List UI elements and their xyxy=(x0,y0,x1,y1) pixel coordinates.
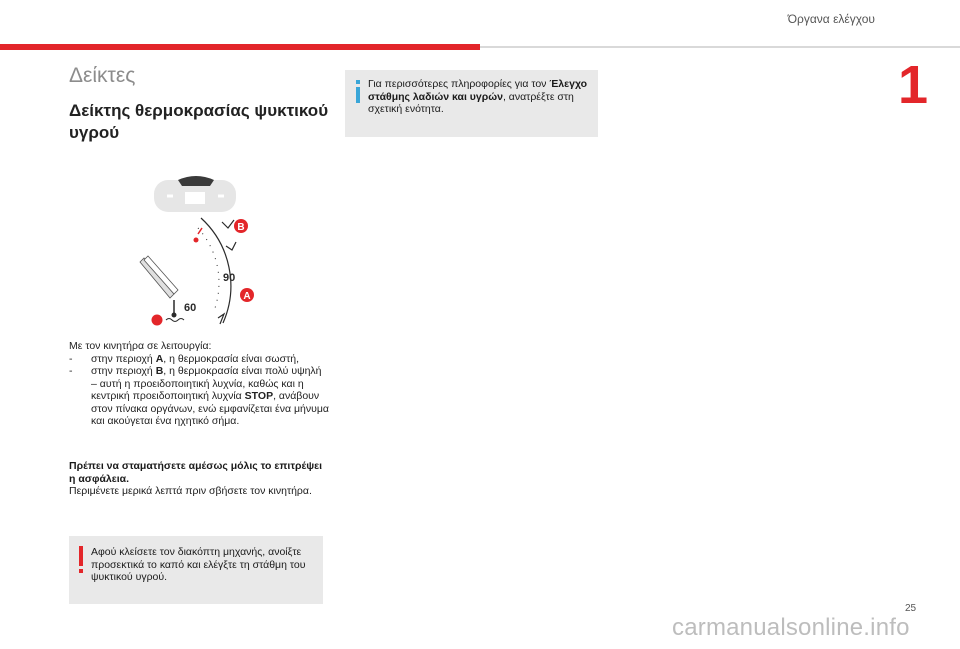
list-item: - στην περιοχή B, η θερμοκρασία είναι πολύ υψηλή – αυτή η προειδοποιητική λυχνία, καθώς και η κεντρική προειδοποιητική λυχνία STOP, ανάβουν στον πίνακα οργάνων, ενώ εμφανίζεται ένα μήνυμα και ακούγεται ένα ηχητικό σήμα. xyxy=(69,365,329,427)
gauge-arc xyxy=(201,218,231,323)
info-icon xyxy=(356,80,360,84)
info-box xyxy=(345,70,598,137)
gauge-illustration xyxy=(130,168,270,338)
coolant-temperature-icon xyxy=(166,300,184,322)
red-zone-dot xyxy=(194,238,199,243)
zone-b-start-arrow xyxy=(222,220,234,228)
zone-b-end-arrow xyxy=(226,242,236,250)
body-text xyxy=(69,340,331,428)
chapter-title: Όργανα ελέγχου xyxy=(787,12,875,26)
intro-line: Με τον κινητήρα σε λειτουργία: xyxy=(69,340,212,352)
gauge-needle xyxy=(140,256,178,298)
section-title: Δείκτες xyxy=(69,64,136,87)
page-number: 25 xyxy=(905,603,917,614)
label-a: A xyxy=(243,291,251,302)
alert-box xyxy=(69,536,323,604)
red-zone-mark xyxy=(198,228,202,234)
list-item: - στην περιοχή A, η θερμοκρασία είναι σωστή, xyxy=(69,352,300,365)
info-text: Για περισσότερες πληροφορίες για τον Έλεγχο στάθμης λαδιών και υγρών, ανατρέξτε στη σχετική ενότητα. xyxy=(368,78,588,115)
safety-warning: Πρέπει να σταματήσετε αμέσως μόλις το επιτρέψει η ασφάλεια. Περιμένετε μερικά λεπτά πριν σβήσετε τον κινητήρα. xyxy=(69,460,323,497)
label-b: B xyxy=(237,222,245,233)
gauge-ticks xyxy=(198,228,219,308)
coolant-gauge-figure xyxy=(130,168,270,338)
top-accent-bar xyxy=(0,44,480,50)
exclamation-icon xyxy=(79,546,83,566)
tick-label-90: 90 xyxy=(223,272,236,284)
top-divider xyxy=(480,46,960,48)
tick-label-60: 60 xyxy=(184,302,197,314)
warning-lamp-dot xyxy=(152,315,163,326)
chapter-number: 1 xyxy=(898,55,929,115)
dashboard-icon xyxy=(154,176,236,212)
watermark: carmanualsonline.info xyxy=(672,614,910,641)
page-heading: Δείκτης θερμοκρασίας ψυκτικού υγρού xyxy=(69,101,329,142)
alert-text: Αφού κλείσετε τον διακόπτη μηχανής, ανοίξτε προσεκτικά το καπό και ελέγξτε τη στάθμη του ψυκτικού υγρού. xyxy=(91,546,306,583)
